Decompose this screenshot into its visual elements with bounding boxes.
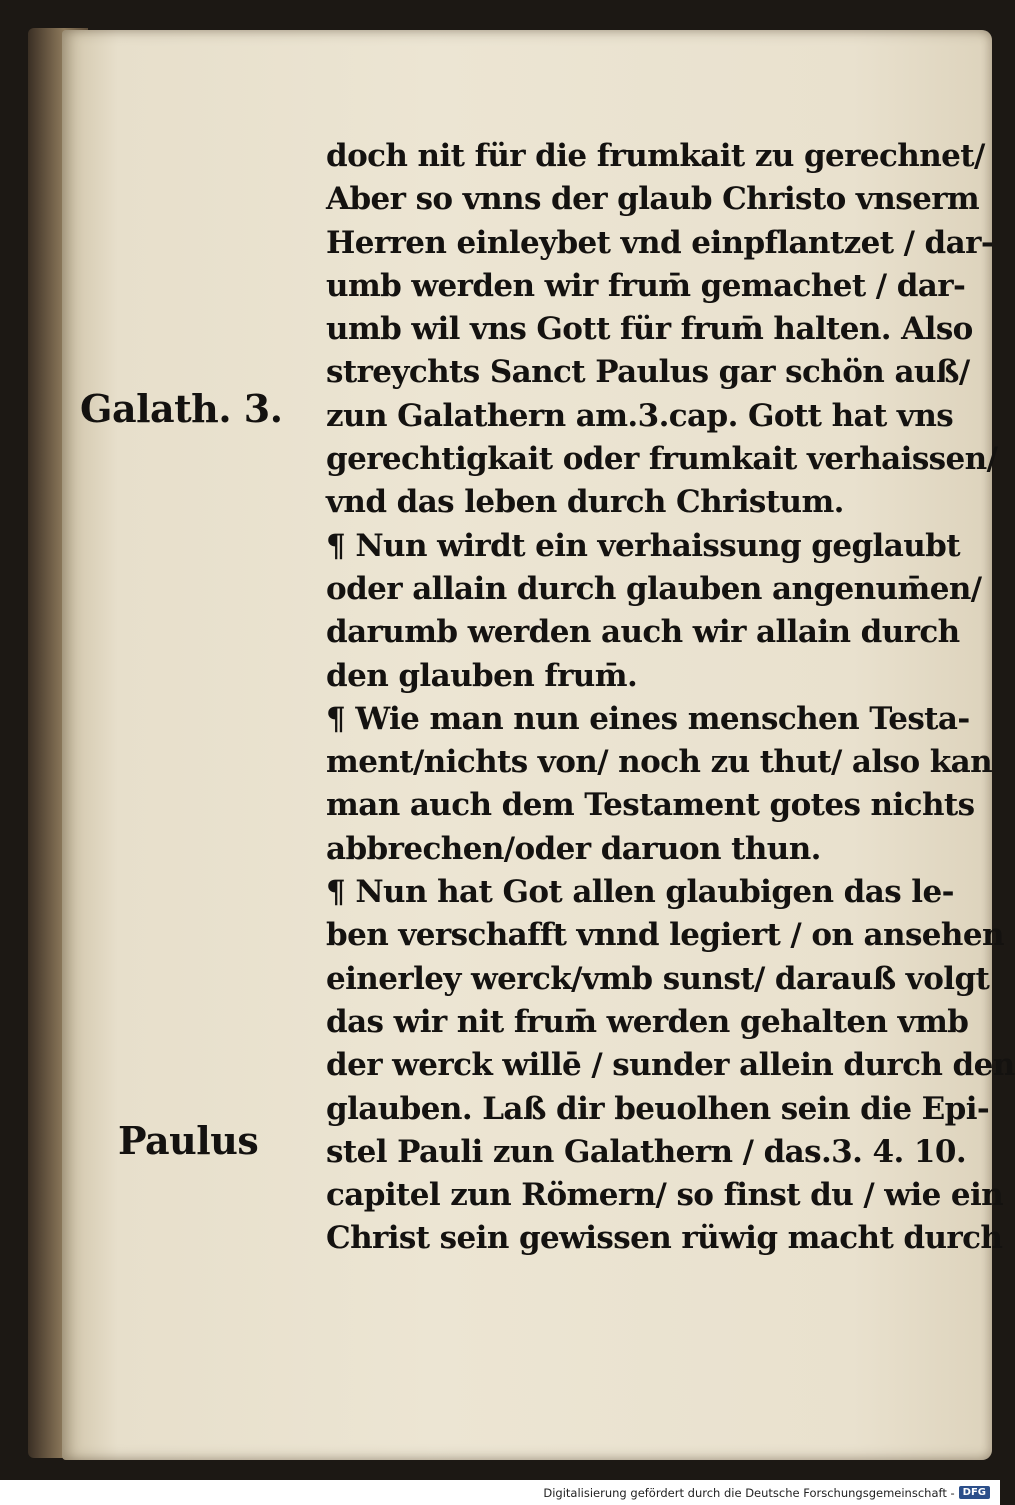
text-line: doch nit für die frumkait zu gerechnet/ — [326, 138, 985, 174]
text-line: ¶ Wie man nun eines menschen Testa- — [326, 700, 970, 737]
text-line: ment/nichts von/ noch zu thut/ also kan — [326, 744, 993, 781]
text-line: man auch dem Testament gotes nichts — [326, 787, 975, 824]
text-line: Christ sein gewissen rüwig macht durch — [326, 1220, 1003, 1257]
text-line: umb wil vns Gott für frum̄ halten. Also — [326, 311, 973, 348]
text-line: Herren einleybet vnd einpflantzet / dar- — [326, 224, 994, 261]
text-line: darumb werden auch wir allain durch — [326, 614, 960, 651]
footer-bar — [0, 1480, 1000, 1505]
text-line: gerechtigkait oder frumkait verhaissen/ — [326, 441, 998, 478]
text-line: streychts Sanct Paulus gar schön auß/ — [326, 354, 970, 391]
text-line: oder allain durch glauben angenum̄en/ — [326, 570, 982, 607]
text-line: den glauben frum̄. — [326, 657, 638, 694]
text-line: capitel zun Römern/ so finst du / wie ein — [326, 1177, 1004, 1214]
text-line: der werck willē / sunder allein durch den — [326, 1047, 1015, 1084]
footer-credit: Digitalisierung gefördert durch die Deutsche Forschungsgemeinschaft - — [543, 1485, 955, 1500]
text-block — [326, 135, 1015, 1261]
text-line: das wir nit frum̄ werden gehalten vmb — [326, 1003, 969, 1040]
text-line: vnd das leben durch Christum. — [326, 484, 844, 521]
text-line: Aber so vnns der glaub Christo vnserm — [326, 181, 980, 218]
text-line: ¶ Nun hat Got allen glaubigen das le- — [326, 874, 954, 911]
margin-note-paulus: Paulus — [118, 1118, 259, 1163]
dfg-logo: DFG — [959, 1486, 990, 1499]
text-line: einerley werck/vmb sunst/ darauß volgt — [326, 960, 990, 997]
text-line: glauben. Laß dir beuolhen sein die Epi- — [326, 1090, 990, 1127]
text-line: zun Galathern am.3.cap. Gott hat vns — [326, 397, 954, 434]
text-line: umb werden wir frum̄ gemachet / dar- — [326, 267, 966, 304]
text-line: stel Pauli zun Galathern / das.3. 4. 10. — [326, 1133, 967, 1170]
text-line: abbrechen/oder daruon thun. — [326, 830, 821, 867]
text-line: ¶ Nun wirdt ein verhaissung geglaubt — [326, 527, 960, 564]
margin-note-galath: Galath. 3. — [80, 386, 283, 431]
text-line: ben verschafft vnnd legiert / on ansehen — [326, 917, 1004, 954]
